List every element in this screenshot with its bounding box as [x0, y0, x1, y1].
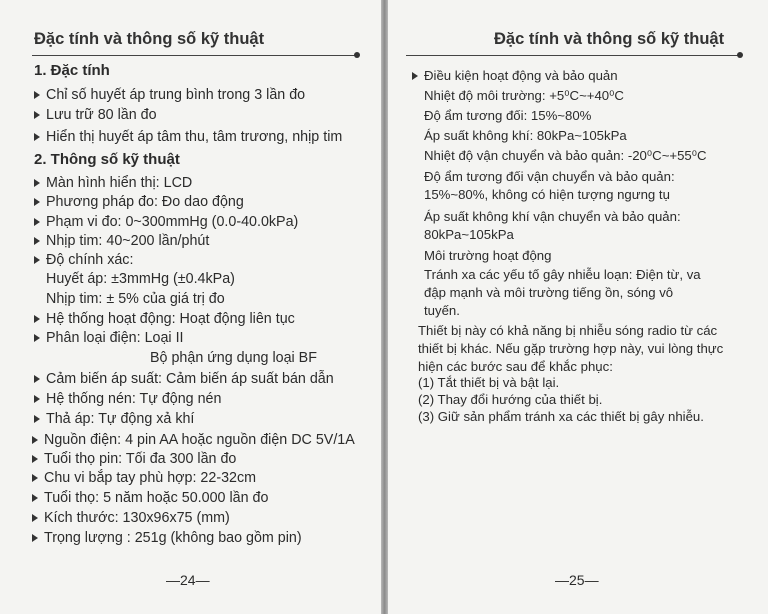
line-text: Nhịp tim: ± 5% của giá trị đo [46, 291, 225, 307]
left-page-header: Đặc tính và thông số kỹ thuật [34, 30, 265, 48]
bullet-triangle-icon [34, 237, 40, 245]
line-text: Lưu trữ 80 lần đo [46, 107, 157, 123]
book-spine [381, 0, 388, 614]
spec-text-line [424, 168, 675, 186]
right-page-header: Đặc tính và thông số kỹ thuật [494, 30, 725, 48]
spec-bullet-item [424, 67, 618, 85]
line-text: Nhiệt độ môi trường: +5⁰C~+40⁰C [424, 88, 624, 103]
line-text: (1) Tắt thiết bị và bật lại. [418, 375, 560, 390]
bullet-triangle-icon [34, 111, 40, 119]
bullet-triangle-icon [412, 72, 418, 80]
line-text: Chu vi bắp tay phù hợp: 22-32cm [44, 470, 257, 486]
spec-bullet-item [44, 431, 355, 449]
line-text: Nguồn điện: 4 pin AA hoặc nguồn điện DC 5V/1A [44, 432, 355, 448]
line-text: tuyến. [424, 303, 460, 318]
line-text: Độ ẩm tương đối: 15%~80% [424, 108, 592, 123]
header-rule-dot [737, 52, 743, 58]
spec-bullet-item [46, 106, 157, 124]
header-rule-dot [354, 52, 360, 58]
bullet-triangle-icon [34, 198, 40, 206]
spec-bullet-item [44, 529, 302, 547]
bullet-triangle-icon [32, 514, 38, 522]
line-text: Điều kiện hoạt động và bảo quản [424, 68, 618, 83]
spec-text-line [424, 284, 673, 302]
left-page [0, 0, 381, 614]
bullet-triangle-icon [34, 91, 40, 99]
line-text: Áp suất không khí: 80kPa~105kPa [424, 128, 627, 143]
spec-bullet-item [46, 251, 133, 269]
spec-bullet-item [46, 128, 342, 146]
line-text: 1. Đặc tính [34, 62, 110, 79]
spec-bullet-item [44, 489, 268, 507]
spec-text-line [424, 87, 624, 105]
line-text: hiện các bước sau để khắc phục: [418, 359, 613, 374]
line-text: Hiển thị huyết áp tâm thu, tâm trương, nhịp tim [46, 129, 343, 145]
spec-text-line [418, 408, 704, 426]
line-text: Chỉ số huyết áp trung bình trong 3 lần đo [46, 87, 306, 103]
spec-text-line [424, 208, 681, 226]
bullet-triangle-icon [32, 494, 38, 502]
line-text: Bộ phận ứng dụng loại BF [150, 350, 317, 366]
line-text: 15%~80%, không có hiện tượng ngưng tụ [424, 187, 670, 202]
spec-text-line [424, 127, 627, 145]
left-page-number: —24— [166, 572, 210, 588]
spec-text-line [424, 266, 701, 284]
spec-text-line [46, 290, 225, 308]
spec-text-line [424, 147, 707, 165]
spec-bullet-item [46, 329, 184, 347]
spec-bullet-item [44, 509, 230, 527]
spec-text-line [418, 340, 723, 358]
line-text: Độ chính xác: [46, 252, 134, 268]
spec-bullet-item [46, 370, 334, 388]
right-page-number: —25— [555, 572, 599, 588]
bullet-triangle-icon [32, 534, 38, 542]
bullet-triangle-icon [32, 455, 38, 463]
bullet-triangle-icon [34, 133, 40, 141]
line-text: 2. Thông số kỹ thuật [34, 151, 180, 168]
header-rule [406, 55, 742, 56]
spec-text-line [46, 270, 235, 288]
spec-bullet-item [46, 193, 244, 211]
line-text: 80kPa~105kPa [424, 227, 514, 242]
bullet-triangle-icon [34, 315, 40, 323]
bullet-triangle-icon [34, 395, 40, 403]
spec-bullet-item [46, 410, 194, 428]
bullet-triangle-icon [34, 179, 40, 187]
bullet-triangle-icon [34, 256, 40, 264]
line-text: Nhiệt độ vận chuyển và bảo quản: -20⁰C~+55⁰C [424, 148, 707, 163]
line-text: thiết bị khác. Nếu gặp trường hợp này, vui lòng thực [418, 341, 724, 356]
line-text: (3) Giữ sản phẩm tránh xa các thiết bị gây nhiễu. [418, 409, 704, 424]
right-page [388, 0, 768, 614]
section-heading [34, 62, 110, 80]
bullet-triangle-icon [34, 375, 40, 383]
bullet-triangle-icon [34, 334, 40, 342]
line-text: Thiết bị này có khả năng bị nhiễu sóng radio từ các [418, 323, 718, 338]
spec-text-line [424, 247, 551, 265]
line-text: Hệ thống hoạt động: Hoạt động liên tục [46, 311, 295, 327]
bullet-triangle-icon [32, 436, 38, 444]
line-text: Cảm biến áp suất: Cảm biến áp suất bán dẫn [46, 371, 334, 387]
line-text: (2) Thay đổi hướng của thiết bị. [418, 392, 603, 407]
line-text: Hệ thống nén: Tự động nén [46, 391, 222, 407]
line-text: Huyết áp: ±3mmHg (±0.4kPa) [46, 271, 235, 287]
line-text: Độ ẩm tương đối vận chuyển và bảo quản: [424, 169, 675, 184]
spec-text-line [424, 226, 514, 244]
line-text: Nhịp tim: 40~200 lần/phút [46, 233, 210, 249]
spec-text-line [424, 302, 460, 320]
spec-text-line [150, 349, 317, 367]
spec-text-line [418, 374, 559, 392]
line-text: Phân loại điện: Loại II [46, 330, 184, 346]
line-text: Thả áp: Tự động xả khí [46, 411, 195, 427]
bullet-triangle-icon [34, 218, 40, 226]
line-text: Màn hình hiển thị: LCD [46, 175, 193, 191]
spec-bullet-item [46, 86, 305, 104]
bullet-triangle-icon [32, 474, 38, 482]
spec-bullet-item [46, 213, 298, 231]
line-text: Trọng lượng : 251g (không bao gồm pin) [44, 530, 302, 546]
spec-text-line [424, 186, 670, 204]
spec-bullet-item [44, 469, 256, 487]
section-heading [34, 151, 180, 169]
line-text: Áp suất không khí vận chuyển và bảo quản: [424, 209, 681, 224]
spec-bullet-item [46, 174, 192, 192]
spec-bullet-item [44, 450, 236, 468]
spec-bullet-item [46, 390, 221, 408]
line-text: Kích thước: 130x96x75 (mm) [44, 510, 230, 526]
line-text: Môi trường hoạt động [424, 248, 552, 263]
header-rule [32, 55, 357, 56]
bullet-triangle-icon [34, 415, 40, 423]
line-text: Tránh xa các yếu tố gây nhiễu loạn: Điện từ, va [424, 267, 701, 282]
spec-text-line [424, 107, 591, 125]
spec-bullet-item [46, 310, 295, 328]
line-text: Tuổi thọ pin: Tối đa 300 lần đo [44, 451, 237, 467]
line-text: Phạm vi đo: 0~300mmHg (0.0-40.0kPa) [46, 214, 299, 230]
spec-bullet-item [46, 232, 209, 250]
line-text: đập mạnh và môi trường tiếng ồn, sóng vô [424, 285, 674, 300]
line-text: Tuổi thọ: 5 năm hoặc 50.000 lần đo [44, 490, 269, 506]
line-text: Phương pháp đo: Đo dao động [46, 194, 244, 210]
spec-text-line [418, 391, 602, 409]
spec-text-line [418, 322, 717, 340]
